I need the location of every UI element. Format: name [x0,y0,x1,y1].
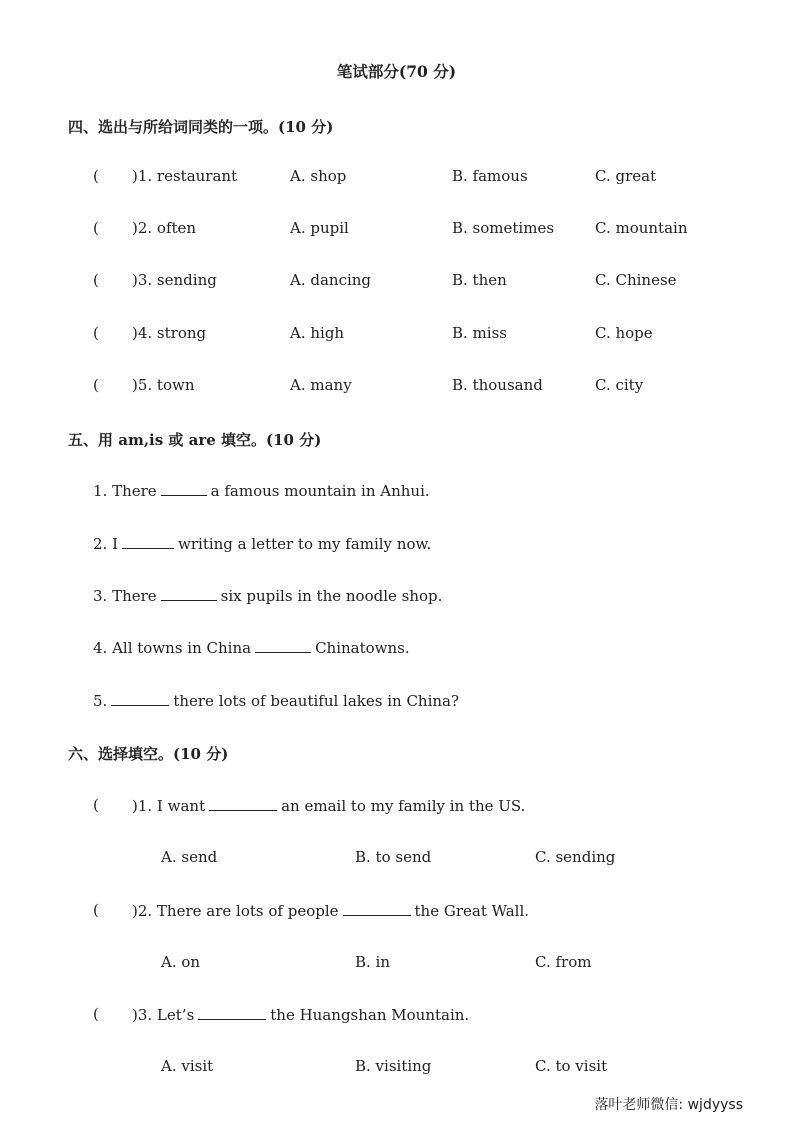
answer-paren: ( [93,271,99,289]
section-5-question-2 [93,534,431,553]
option-b: B. famous [452,167,528,185]
option-a: A. high [290,324,345,342]
question-stem [132,901,529,920]
answer-paren: ( [93,376,99,394]
question-text-before: 4. All towns in China [93,639,252,657]
fill-blank[interactable] [111,691,169,706]
question-text-before: )3. Let’s [132,1006,195,1024]
question-word: )2. often [132,219,197,237]
option-a: A. dancing [290,271,372,289]
fill-blank[interactable] [255,638,311,653]
option-c: C. Chinese [595,271,677,289]
fill-blank[interactable] [122,534,174,549]
answer-paren: ( [93,219,99,237]
section-6-heading: 六、选择填空。(10 分) [68,745,229,763]
fill-blank[interactable] [209,796,277,811]
option-c: C. to visit [535,1057,608,1075]
option-a: A. visit [161,1057,214,1075]
fill-blank[interactable] [343,901,411,916]
option-c: C. great [595,167,657,185]
question-stem [132,796,525,815]
question-text-before: )2. There are lots of people [132,902,339,920]
section-5-question-1 [93,481,430,500]
option-a: A. shop [290,167,347,185]
option-c: C. hope [595,324,653,342]
question-text-before: 5. [93,692,108,710]
fill-blank[interactable] [198,1005,266,1020]
question-word: )5. town [132,376,195,394]
option-a: A. send [161,848,218,866]
option-c: C. city [595,376,644,394]
question-text-after: the Great Wall. [414,902,530,920]
section-5-heading: 五、用 am,is 或 are 填空。(10 分) [68,431,322,449]
option-b: B. thousand [452,376,543,394]
answer-paren: ( [93,324,99,342]
question-word: )1. restaurant [132,167,238,185]
option-a: A. on [161,953,201,971]
option-c: C. from [535,953,592,971]
option-c: C. mountain [595,219,688,237]
question-text-after: Chinatowns. [315,639,410,657]
question-text-after: there lots of beautiful lakes in China? [173,692,460,710]
option-b: B. then [452,271,507,289]
option-a: A. many [290,376,352,394]
answer-paren: ( [93,167,99,185]
question-text-before: 1. There [93,482,157,500]
option-b: B. to send [355,848,432,866]
page-title: 笔试部分(70 分) [336,62,457,81]
question-word: )3. sending [132,271,217,289]
answer-paren: ( [93,1005,99,1023]
section-5-question-5 [93,691,459,710]
section-5-question-4 [93,638,410,657]
option-b: B. in [355,953,391,971]
footer-watermark-text: 落叶老师微信: wjdyyss [594,1097,743,1113]
answer-paren: ( [93,796,99,814]
question-word: )4. strong [132,324,207,342]
section-5-question-3 [93,586,442,605]
section-4-heading: 四、选出与所给词同类的一项。(10 分) [68,118,334,136]
fill-blank[interactable] [161,586,217,601]
fill-blank[interactable] [161,481,207,496]
question-text-before: 2. I [93,535,119,553]
option-b: B. sometimes [452,219,555,237]
question-text-after: six pupils in the noodle shop. [220,587,443,605]
question-text-before: )1. I want [132,797,206,815]
question-text-before: 3. There [93,587,157,605]
question-text-after: an email to my family in the US. [281,797,526,815]
question-text-after: writing a letter to my family now. [178,535,432,553]
answer-paren: ( [93,901,99,919]
option-b: B. miss [452,324,507,342]
question-text-after: a famous mountain in Anhui. [210,482,430,500]
option-b: B. visiting [355,1057,432,1075]
option-a: A. pupil [290,219,349,237]
question-stem [132,1005,469,1024]
question-text-after: the Huangshan Mountain. [270,1006,470,1024]
option-c: C. sending [535,848,616,866]
